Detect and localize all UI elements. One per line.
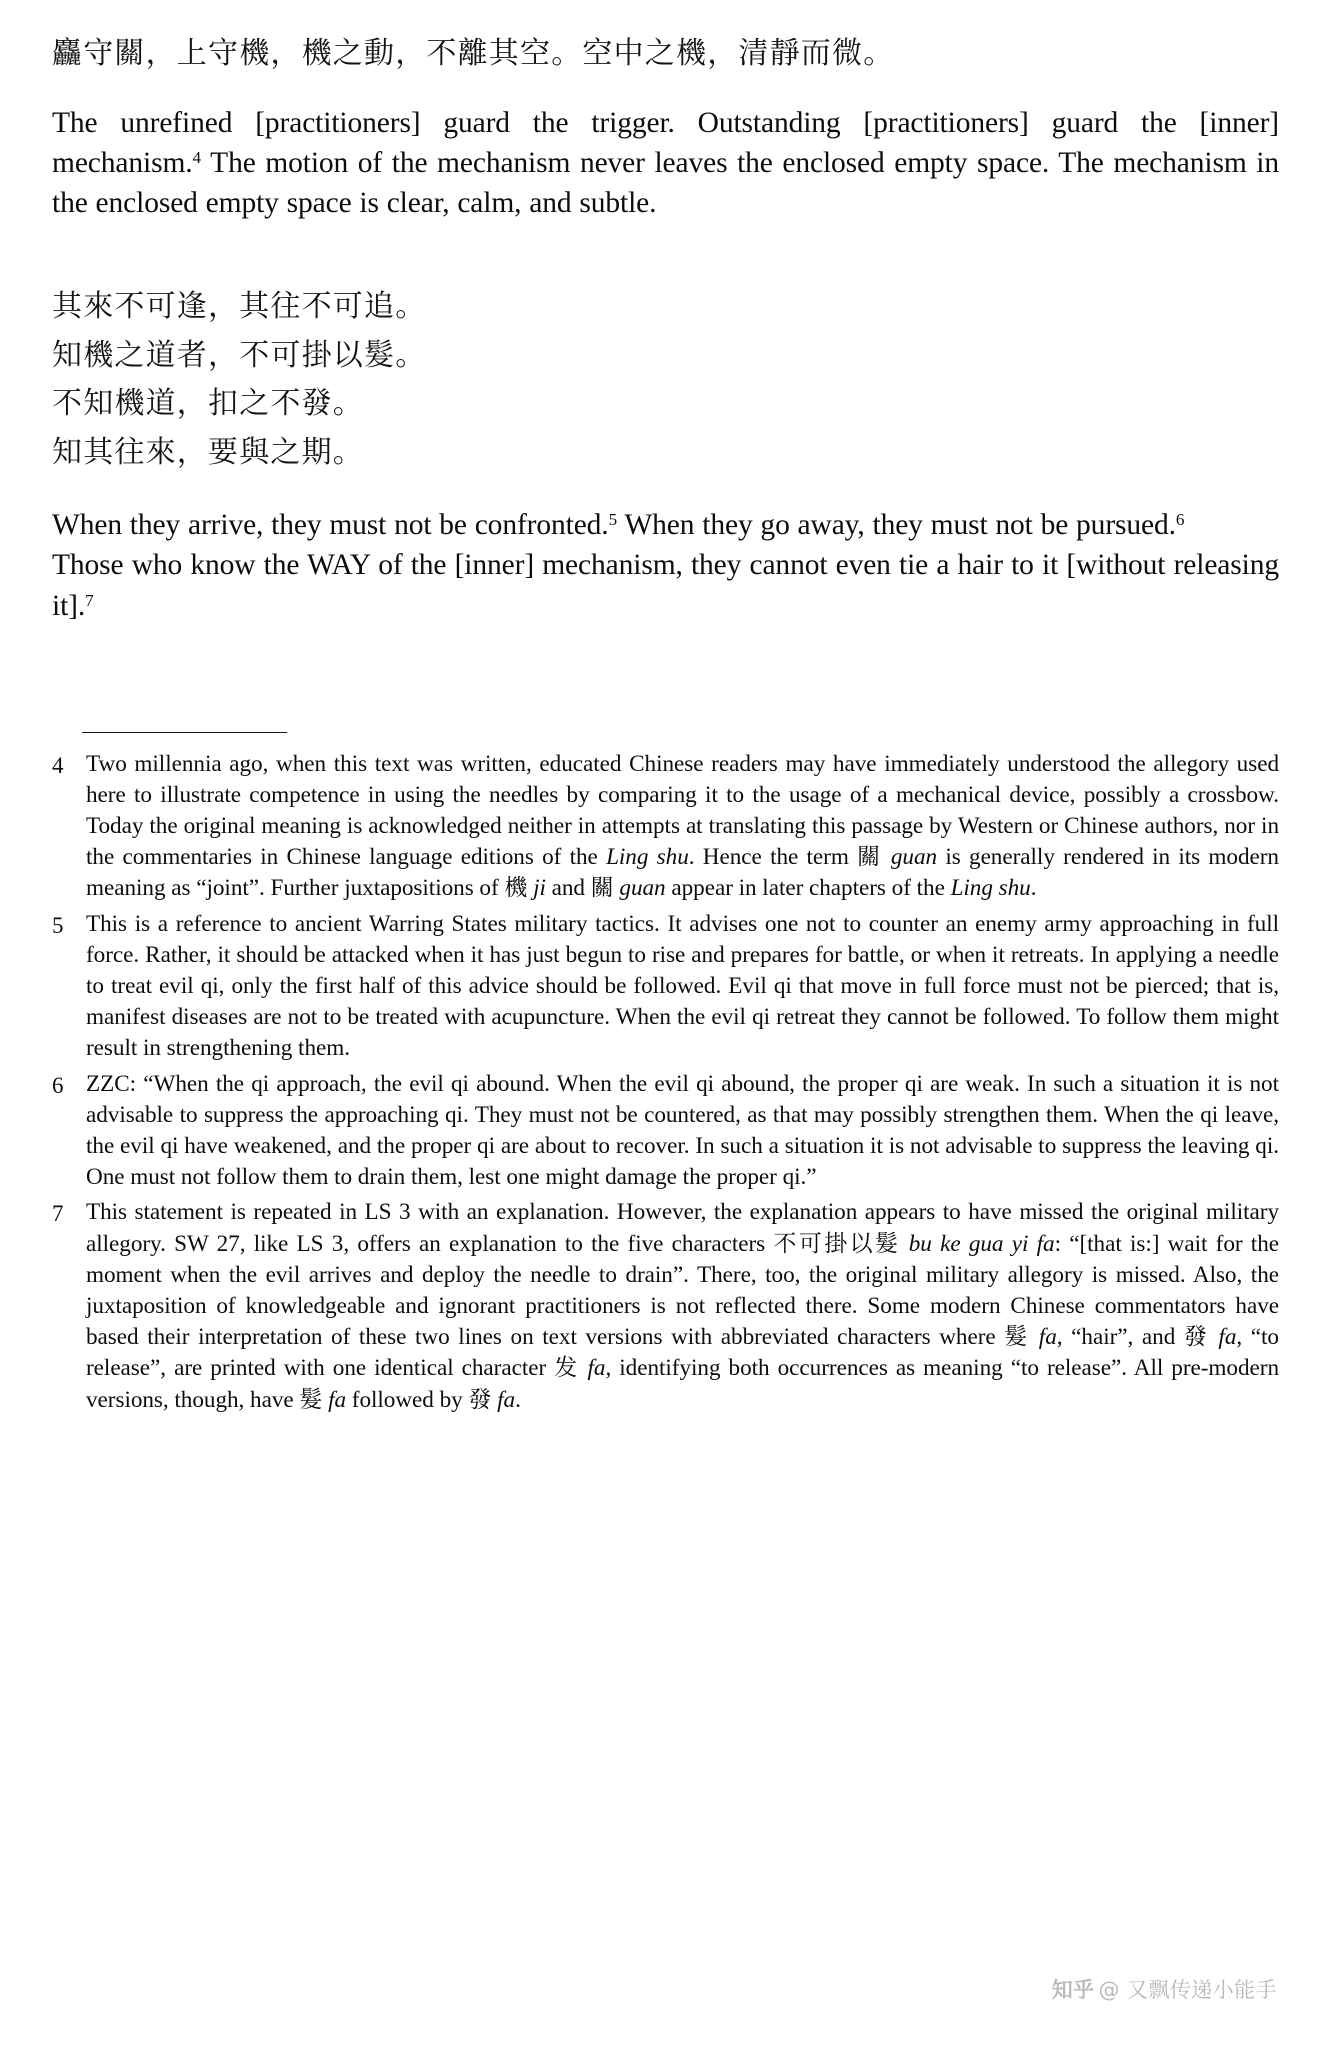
footnote-number[interactable]: 5 [52,912,64,938]
footnote-text-run: ZZC: “When the qi approach, the evil qi abound. When the evil qi abound, the proper qi are weak. In such a situation it is not advisable to suppress the approaching qi. They must not be countered, as that may possibly strengthen them. When the qi leave, the evil qi have weakened, and the proper qi are about to recover. In such a situation it is not advisable to suppress the leaving qi. One must not follow them to drain them, lest one might damage the proper qi.” [86,1070,1279,1191]
main-text-body [52,30,1279,626]
footnote-text-run: followed by [346,1386,469,1413]
footnote-text-run: . Hence the term [688,844,858,871]
footnote-text [86,909,1279,1065]
footnote-chinese-run: 機 [504,875,528,902]
footnote-text-run: is generally rendered in its modern meaning as “joint”. Further juxtapositions of [86,844,1279,902]
footnote-italic-run: fa [1218,1324,1237,1351]
footnote-italic-run: Ling shu [606,844,689,871]
watermark-logo: 知乎 [1051,1978,1095,2002]
footnote-marker-5[interactable]: 5 [608,510,618,530]
footnote-italic-run: fa [497,1386,516,1413]
footnote-text [86,1197,1279,1415]
chinese-line: 麤守關，上守機，機之動，不離其空。空中之機，清靜而微。 [52,36,895,71]
chinese-passage-2 [52,283,1279,477]
footnote-text-run: and [545,875,591,902]
paragraph-segment-a: When they arrive, they must not be confronted. [52,509,609,542]
footnote-italic-run: fa [1038,1324,1057,1351]
footnote-text [86,1069,1279,1194]
footnote-italic-run: Ling shu [950,875,1031,902]
footnote-text [86,749,1279,905]
footnote-text-run: This is a reference to ancient Warring States military tactics. It advises one not to counter an enemy army approaching in full force. Rather, it should be attacked when it has just begun to rise and prepares for battle, or when it retreats. In applying a needle to treat evil qi, only the first half of this advice should be followed. Evil qi that move in full force must not be pierced; that is, manifest diseases are not to be treated with acupuncture. When the evil qi retreat they cannot be followed. To follow them might result in strengthening them. [86,910,1279,1062]
footnote-chinese-run: 關 [857,844,883,871]
footnote-marker-6[interactable]: 6 [1175,510,1185,530]
footnote-chinese-run: 髮 [299,1386,323,1413]
footnote-italic-run: guan [890,844,938,871]
footnote-italic-run: ji [533,875,546,902]
footnote-text-run: : “[that is:] wait for the moment when the evil arrives and deploy the needle to drain”. There, too, the original military allegory is missed. Also, the juxtaposition of knowledgeable and ignorant practitioners is not reflected there. Some modern Chinese commentators have based their interpretation of these two lines on text versions with abbreviated characters where [86,1230,1279,1351]
footnote-item [52,749,1279,905]
footnote-text-run [579,1355,587,1381]
footnote-marker-7[interactable]: 7 [85,590,94,610]
chinese-passage-1 [52,30,1279,79]
paragraph-text-after-note: The motion of the mechanism never leaves the enclosed empty space. The mechanism in the enclosed empty space is clear, calm, and subtle. [52,146,1279,219]
watermark-text: @ 又飘传递小能手 [1098,1978,1277,2002]
footnote-marker-4[interactable]: 4 [192,147,202,167]
footnote-text-run: , “hair”, and [1056,1324,1184,1351]
footnote-italic-run: fa [587,1355,606,1382]
footnote-chinese-run: 關 [590,875,614,902]
footnote-chinese-run: 不可掛以髮 [773,1230,901,1257]
chinese-line: 其來不可逢，其往不可追。 [52,288,427,324]
footnote-text-run: appear in later chapters of the [665,875,951,902]
footnote-text-run: Two millennia ago, when this text was written, educated Chinese readers may have immediately understood the allegory used here to illustrate competence in using the needles by comparing it to the usage of a mechanical device, possibly a crossbow. Today the original meaning is acknowledged neither in attempts at translating this passage by Western or Chinese authors, nor in the commentaries in Chinese language editions of the [86,750,1279,871]
footnote-chinese-run: 髮 [1004,1324,1031,1351]
footnote-text-run: , identifying both occurrences as meaning “to release”. All pre-modern versions, though, have [86,1355,1279,1413]
footnote-text-run [900,1231,908,1257]
footnote-number[interactable]: 7 [52,1201,64,1227]
footnote-text-run: This statement is repeated in LS 3 with an explanation. However, the explanation appears to have missed the original military allegory. SW 27, like LS 3, offers an explanation to the five characters [86,1199,1279,1257]
footnote-separator-rule [82,732,287,733]
paragraph-segment-b: When they go away, they must not be pursued. [617,509,1176,542]
footnote-item [52,1069,1279,1194]
footnote-italic-run: guan [619,875,666,902]
english-paragraph-1 [52,103,1279,223]
english-paragraph-3 [52,545,1279,625]
footnote-item [52,909,1279,1065]
footnote-text-run [883,844,891,870]
footnote-italic-run: fa [328,1386,347,1413]
chinese-line: 知其往來，要與之期。 [52,434,364,470]
footnote-chinese-run: 发 [554,1355,580,1382]
footnote-chinese-run: 發 [468,1386,492,1413]
footnote-text-run: . [1030,875,1037,902]
english-paragraph-2 [52,505,1279,545]
watermark [1052,1974,1277,2004]
footnote-chinese-run: 發 [1183,1324,1210,1351]
footnote-number[interactable]: 4 [52,752,64,778]
paragraph-segment-a: Those who know the WAY of the [inner] mechanism, they cannot even tie a hair to it [without releasing it]. [52,549,1279,622]
footnote-italic-run: bu ke gua yi fa [908,1230,1055,1257]
footnotes-list [52,749,1279,1416]
chinese-line: 不知機道，扣之不發。 [52,386,364,422]
footnote-item [52,1197,1279,1415]
footnote-text-run: , “to release”, are printed with one identical character [86,1324,1279,1382]
footnote-text-run [1030,1324,1039,1350]
chinese-line: 知機之道者，不可掛以髮。 [52,337,427,373]
footnote-number[interactable]: 6 [52,1072,64,1098]
footnote-text-run: . [515,1386,521,1413]
paragraph-text-before-note: The unrefined [practitioners] guard the trigger. Outstanding [practitioners] guard the [inner] mechanism. [52,106,1279,179]
